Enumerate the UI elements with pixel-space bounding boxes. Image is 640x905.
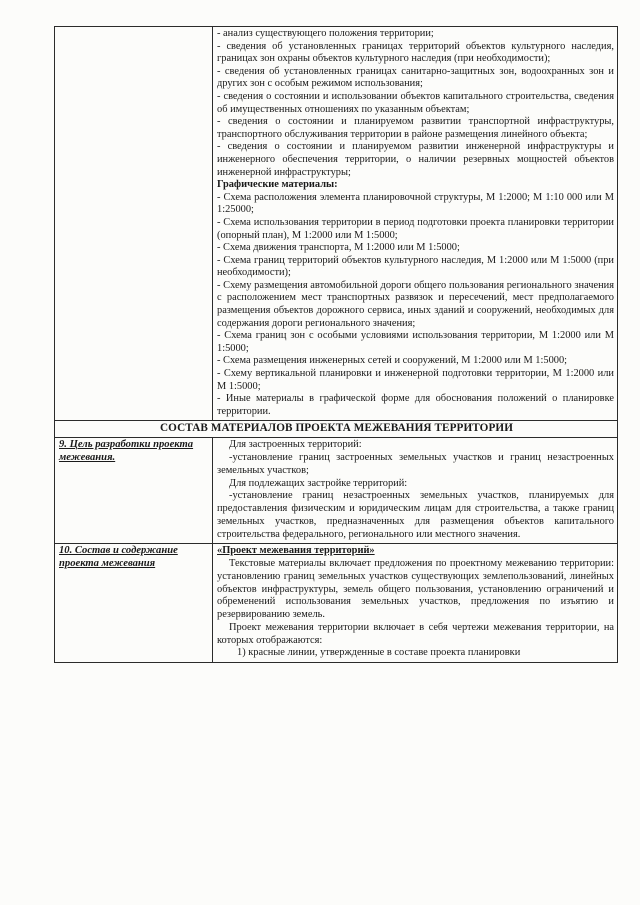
table-row-9 <box>55 438 618 544</box>
list-item: - сведения об установленных границах территорий объектов культурного наследия, границах зон охраны объектов культурного наследия (при необходимости); <box>217 40 614 65</box>
list-item: - Схема движения транспорта, М 1:2000 или М 1:5000; <box>217 242 460 254</box>
row9-paragraph: Для застроенных территорий: <box>229 439 362 451</box>
list-item: - Схема границ территорий объектов культурного наследия, М 1:2000 или М 1:5000 (при необходимости); <box>217 254 614 279</box>
table-row-continued <box>55 27 618 421</box>
list-item: - Схема использования территории в период подготовки проекта планировки территории (опорный план), М 1:2000 или М 1:5000; <box>217 216 614 241</box>
row9-content <box>213 438 618 544</box>
requirements-table <box>54 26 618 663</box>
list-item: - Схема размещения инженерных сетей и сооружений, М 1:2000 или М 1:5000; <box>217 355 568 367</box>
section-title: СОСТАВ МАТЕРИАЛОВ ПРОЕКТА МЕЖЕВАНИЯ ТЕРРИТОРИИ <box>55 421 618 438</box>
list-item: - Схему размещения автомобильной дороги общего пользования регионального значения с расположением мест транспортных развязок и пересечений, мест предполагаемого размещения объектов дорожного сервиса, иных зданий и сооружений, необходимых для содержания дороги регионального значения; <box>217 279 614 329</box>
row9-paragraph: -установление границ незастроенных земельных участков, планируемых для предоставления физическим и юридическим лицам для строительства, а также границ земельных участков, предназначенных для размещения объектов капитального строительства федерального, регионального или местного значения. <box>217 490 614 540</box>
list-item: - сведения о состоянии и планируемом развитии транспортной инфраструктуры, транспортного обслуживания территории в районе размещения линейного объекта; <box>217 116 614 140</box>
list-item: - сведения о состоянии и планируемом развитии инженерной инфраструктуры и инженерного обеспечения территории, о наличии резервных мощностей объектов инженерной инфраструктуры; <box>217 141 614 178</box>
row9-paragraph: Для подлежащих застройке территорий: <box>229 477 408 489</box>
list-item: - сведения о состоянии и использовании объектов капитального строительства, сведения об имущественных отношениях по указанным объектам; <box>217 90 614 115</box>
row9-label: 9. Цель разработки проекта межевания. <box>55 438 213 544</box>
list-item: - Схема границ зон с особыми условиями использования территории, М 1:2000 или М 1:5000; <box>217 330 614 354</box>
row10-content <box>213 544 618 663</box>
row10-label: 10. Состав и содержание проекта межевания <box>55 544 213 663</box>
list-item: - сведения об установленных границах санитарно-защитных зон, водоохранных зон и других зон с особым режимом использования; <box>217 65 614 90</box>
list-item: - Схему вертикальной планировки и инженерной подготовки территории, М 1:2000 или М 1:5000; <box>217 368 614 392</box>
row9-paragraph: -установление границ застроенных земельных участков и границ незастроенных земельных участков; <box>217 452 614 476</box>
row10-paragraph: Текстовые материалы включает предложения по проектному межеванию территории: установлению границ земельных участков существующих землепользований, линейных объектов инфраструктуры, земель общего пользования, установлению ограничений и обременений использования земельных участков, предложения по изъятию и резервированию земель. <box>217 558 614 621</box>
row10-paragraph: 1) красные линии, утвержденные в составе проекта планировки <box>237 647 521 659</box>
row10-heading: «Проект межевания территорий» <box>217 545 375 557</box>
list-item: - Схема расположения элемента планировочной структуры, М 1:2000; М 1:10 000 или М 1:25000; <box>217 191 614 216</box>
table-row-10 <box>55 544 618 663</box>
right-cell-continued <box>213 27 618 421</box>
left-cell-empty <box>55 27 213 421</box>
list-item: - Иные материалы в графической форме для обоснования положений о планировке территории. <box>217 393 614 417</box>
row10-paragraph: Проект межевания территории включает в себя чертежи межевания территории, на которых отображаются: <box>217 621 614 646</box>
list-item: - анализ существующего положения территории; <box>217 28 434 39</box>
graphic-materials-heading: Графические материалы: <box>217 179 338 191</box>
section-title-row <box>55 421 618 438</box>
